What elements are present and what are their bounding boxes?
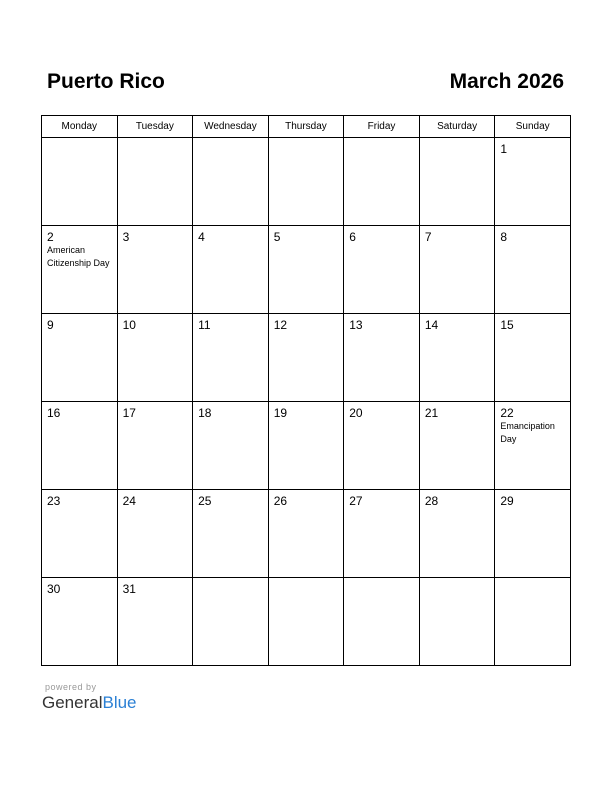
day-cell xyxy=(495,138,571,226)
day-cell xyxy=(193,138,269,226)
day-number: 20 xyxy=(349,406,363,420)
day-cell xyxy=(42,402,118,490)
day-cell xyxy=(117,402,193,490)
day-cell xyxy=(344,402,420,490)
day-cell xyxy=(193,226,269,314)
calendar-body xyxy=(42,138,571,666)
weekday-header: Friday xyxy=(344,116,420,138)
day-number: 11 xyxy=(198,318,211,332)
day-cell xyxy=(193,578,269,666)
day-cell xyxy=(495,314,571,402)
holiday-label: Emancipation Day xyxy=(500,421,555,444)
day-number: 12 xyxy=(273,318,288,332)
day-number: 22 xyxy=(500,406,514,420)
day-number: 21 xyxy=(424,406,439,420)
day-cell xyxy=(344,226,420,314)
day-cell xyxy=(344,490,420,578)
day-number: 9 xyxy=(47,318,54,332)
day-number: 1 xyxy=(500,142,508,156)
day-cell xyxy=(419,402,495,490)
day-cell xyxy=(117,138,193,226)
day-cell xyxy=(268,314,344,402)
weekday-header-row xyxy=(42,116,571,138)
day-cell xyxy=(268,490,344,578)
day-number: 25 xyxy=(198,494,212,508)
day-number: 23 xyxy=(47,494,61,508)
day-number: 8 xyxy=(500,230,508,244)
day-number: 10 xyxy=(122,318,136,332)
day-cell xyxy=(117,314,193,402)
day-cell xyxy=(42,490,118,578)
day-cell xyxy=(193,402,269,490)
day-cell xyxy=(419,314,495,402)
day-number: 15 xyxy=(500,318,514,332)
day-number: 27 xyxy=(349,494,363,508)
day-cell xyxy=(344,138,420,226)
day-number: 2 xyxy=(47,230,54,244)
day-cell xyxy=(268,138,344,226)
generalblue-logo xyxy=(42,693,137,713)
weekday-header: Saturday xyxy=(419,116,495,138)
month-year-title: March 2026 xyxy=(449,70,564,93)
day-number: 19 xyxy=(273,406,288,420)
day-number: 6 xyxy=(349,230,356,244)
brand-blue-text: Blue xyxy=(102,693,137,712)
day-cell xyxy=(419,490,495,578)
day-cell xyxy=(495,402,571,490)
day-number: 17 xyxy=(122,406,136,420)
day-cell xyxy=(419,226,495,314)
week-row xyxy=(42,402,571,490)
day-number: 16 xyxy=(47,406,61,420)
weekday-header: Sunday xyxy=(495,116,571,138)
day-cell xyxy=(495,578,571,666)
weekday-header: Thursday xyxy=(268,116,344,138)
day-cell xyxy=(117,226,193,314)
weekday-header: Monday xyxy=(42,116,118,138)
holiday-label: American Citizenship Day xyxy=(47,245,110,268)
day-cell xyxy=(117,490,193,578)
day-number: 31 xyxy=(122,582,136,596)
day-cell xyxy=(268,226,344,314)
day-cell xyxy=(419,138,495,226)
day-number: 26 xyxy=(273,494,288,508)
day-cell xyxy=(268,578,344,666)
calendar-grid xyxy=(41,115,571,666)
day-cell xyxy=(344,314,420,402)
day-cell xyxy=(42,578,118,666)
day-cell xyxy=(42,138,118,226)
day-cell xyxy=(495,226,571,314)
day-cell xyxy=(495,490,571,578)
day-number: 4 xyxy=(198,230,205,244)
powered-by-label: powered by xyxy=(45,682,97,692)
weekday-header: Wednesday xyxy=(193,116,269,138)
day-number: 3 xyxy=(122,230,130,244)
day-number: 5 xyxy=(273,230,281,244)
day-cell xyxy=(193,490,269,578)
day-cell xyxy=(42,314,118,402)
day-number: 29 xyxy=(500,494,514,508)
country-title: Puerto Rico xyxy=(47,70,165,93)
brand-general-text: General xyxy=(42,693,103,712)
day-number: 28 xyxy=(424,494,439,508)
week-row xyxy=(42,578,571,666)
day-number: 18 xyxy=(198,406,212,420)
day-number: 7 xyxy=(424,230,432,244)
week-row xyxy=(42,314,571,402)
day-cell xyxy=(42,226,118,314)
day-cell xyxy=(268,402,344,490)
day-number: 14 xyxy=(424,318,439,332)
day-number: 13 xyxy=(349,318,363,332)
day-number: 30 xyxy=(47,582,61,596)
day-cell xyxy=(419,578,495,666)
weekday-header: Tuesday xyxy=(117,116,193,138)
day-cell xyxy=(117,578,193,666)
week-row xyxy=(42,490,571,578)
day-cell xyxy=(193,314,269,402)
day-cell xyxy=(344,578,420,666)
week-row xyxy=(42,226,571,314)
week-row xyxy=(42,138,571,226)
day-number: 24 xyxy=(122,494,136,508)
